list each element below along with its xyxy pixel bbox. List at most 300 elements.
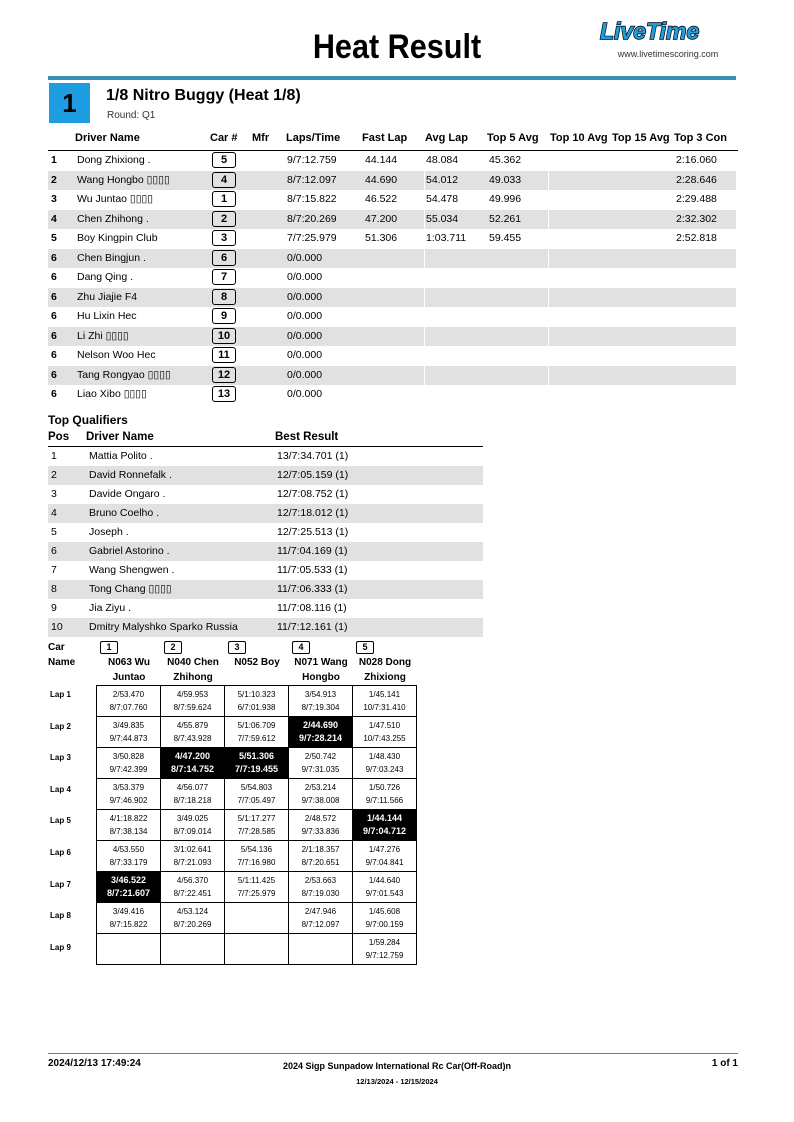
- qualifier-row: [48, 523, 483, 542]
- qualifier-cell-best: 11/7:05.533 (1): [277, 564, 348, 576]
- lap-row: [97, 903, 417, 934]
- lap-chart-driver-name: [161, 655, 225, 685]
- lap-cell: [225, 810, 289, 841]
- lap-label: Lap 2: [50, 721, 71, 731]
- car-number-box: 1: [212, 191, 236, 207]
- qualifier-row: [48, 561, 483, 580]
- lap-cell: [353, 810, 417, 841]
- lap-cell-position-time: 2/48.572: [304, 814, 337, 823]
- col-header-laps: Laps/Time: [286, 132, 341, 144]
- lap-cell-position-time: 1/44.640: [368, 876, 401, 885]
- lap-cell: [97, 810, 161, 841]
- lap-label: Lap 5: [50, 816, 71, 826]
- column-divider: [548, 307, 549, 326]
- results-cell-fast: 51.306: [365, 232, 398, 244]
- lap-chart-driver-name: [225, 655, 289, 670]
- results-cell-top5: 59.455: [489, 232, 522, 244]
- lap-cell: [97, 841, 161, 872]
- lap-cell-position-time: 4/1:18.822: [109, 814, 148, 823]
- lap-cell: [353, 934, 417, 965]
- results-cell-laps: 9/7:12.759: [287, 154, 337, 166]
- column-divider: [424, 268, 425, 287]
- results-cell-avg: 48.084: [426, 154, 459, 166]
- qualifier-cell-driver: Gabriel Astorino .: [89, 545, 170, 557]
- results-cell-fast: 44.144: [365, 154, 398, 166]
- results-cell-laps: 0/0.000: [287, 310, 323, 322]
- lap-label: Lap 9: [50, 942, 71, 952]
- lap-cell-total: 9/7:31.035: [301, 765, 340, 774]
- results-cell-driver: Boy Kingpin Club: [77, 232, 158, 244]
- lap-cell-position-time: 2/53.663: [304, 876, 337, 885]
- lap-cell-total: 9/7:38.008: [301, 796, 340, 805]
- lap-cell-total: 10/7:43.255: [363, 734, 406, 743]
- lap-cell: [225, 903, 289, 934]
- car-number-box: 8: [212, 289, 236, 305]
- lap-cell-position-time: 1/48.430: [368, 752, 401, 761]
- lap-row: [97, 934, 417, 965]
- lap-cell-total: 6/7:01.938: [237, 703, 276, 712]
- qualifier-cell-best: 12/7:18.012 (1): [277, 507, 349, 519]
- lap-cell-total: 9/7:11.566: [365, 796, 404, 805]
- results-cell-laps: 0/0.000: [287, 329, 323, 342]
- lap-cell-position-time: 3/49.416: [112, 907, 145, 916]
- qualifier-cell-pos: 5: [51, 526, 57, 538]
- lap-cell-position-time: 3/54.913: [304, 690, 337, 699]
- lap-cell-total: 8/7:43.928: [173, 734, 212, 743]
- qualifier-cell-best: 12/7:25.513 (1): [277, 526, 349, 538]
- qualifier-cell-best: 11/7:04.169 (1): [277, 545, 348, 557]
- page-title: Heat Result: [312, 28, 482, 66]
- lap-cell-position-time: 1/45.141: [368, 690, 401, 699]
- qualifier-cell-driver: David Ronnefalk .: [89, 469, 172, 481]
- qualifier-cell-best: 11/7:06.333 (1): [277, 583, 348, 595]
- lap-label: Lap 4: [50, 784, 71, 794]
- lap-row: [97, 779, 417, 810]
- lap-chart-name-line1: N063 Wu: [107, 657, 151, 668]
- lap-row: [97, 748, 417, 779]
- col-header-car: Car #: [210, 132, 238, 144]
- lap-chart-name-line2: Zhihong: [173, 672, 213, 683]
- col-header-top15: Top 15 Avg: [612, 132, 670, 144]
- results-cell-fast: 46.522: [365, 193, 398, 205]
- lap-cell-total: 9/7:33.836: [301, 827, 340, 836]
- lap-chart-grid: [96, 685, 417, 965]
- results-cell-driver: Chen Zhihong .: [77, 212, 149, 225]
- lap-cell-total: 9/7:46.902: [109, 796, 148, 805]
- lap-chart-car-box: 1: [100, 641, 118, 654]
- footer-event: 2024 Sigp Sunpadow International Rc Car(Off-Road)n: [282, 1061, 512, 1071]
- lap-cell-total: 9/7:12.759: [365, 951, 404, 960]
- footer-page: 1 of 1: [711, 1058, 738, 1069]
- lap-cell-position-time: 4/47.200: [174, 751, 211, 761]
- column-divider: [548, 190, 549, 209]
- qualifier-cell-driver: Wang Shengwen .: [89, 564, 175, 576]
- lap-cell-total: 8/7:18.218: [173, 796, 212, 805]
- qualifier-cell-pos: 7: [51, 564, 57, 576]
- results-row: [48, 210, 736, 229]
- qualifier-row: [48, 485, 483, 504]
- race-round: Round: Q1: [107, 110, 156, 121]
- lap-row: [97, 717, 417, 748]
- car-number-box: 12: [212, 367, 236, 383]
- qualifier-cell-pos: 8: [51, 583, 57, 595]
- car-number-box: 5: [212, 152, 236, 168]
- results-cell-top5: 49.996: [489, 193, 522, 205]
- lap-cell: [225, 934, 289, 965]
- qualifier-row: [48, 504, 483, 523]
- lap-label: Lap 1: [50, 690, 71, 699]
- lap-cell-position-time: 5/1:10.323: [237, 690, 276, 699]
- race-title: 1/8 Nitro Buggy (Heat 1/8): [106, 87, 301, 104]
- lap-cell-total: 8/7:07.760: [109, 703, 148, 712]
- results-cell-driver: Zhu Jiajie F4: [77, 290, 138, 303]
- lap-chart-car-box: 3: [228, 641, 246, 654]
- lap-cell-position-time: 4/56.370: [176, 876, 209, 885]
- lap-cell-position-time: 4/56.077: [176, 783, 209, 792]
- results-cell-avg: 1:03.711: [426, 232, 467, 244]
- column-divider: [548, 385, 549, 404]
- car-number-box: 2: [212, 211, 236, 227]
- qualifier-cell-best: 11/7:08.116 (1): [277, 602, 347, 614]
- results-cell-laps: 0/0.000: [287, 349, 323, 361]
- lap-cell: [353, 779, 417, 810]
- tq-header-pos: Pos: [48, 431, 70, 443]
- column-divider: [424, 288, 425, 307]
- lap-cell-total: 9/7:00.159: [365, 920, 404, 929]
- qualifier-row: [48, 599, 483, 618]
- results-cell-pos: 6: [51, 251, 57, 264]
- lap-cell-position-time: 2/50.742: [304, 752, 337, 761]
- lap-cell-total: 9/7:04.712: [362, 826, 407, 836]
- logo-url: www.livetimescoring.com: [617, 49, 719, 59]
- lap-cell-total: 8/7:21.093: [173, 858, 212, 867]
- lap-chart-name-line1: N071 Wang: [294, 657, 348, 668]
- lap-cell-position-time: 1/44.144: [366, 813, 403, 823]
- lap-cell-total: 7/7:16.980: [237, 858, 276, 867]
- lap-chart-driver-name: [289, 655, 353, 685]
- column-divider: [424, 385, 425, 404]
- results-cell-laps: 8/7:12.097: [287, 173, 337, 186]
- lap-cell: [225, 872, 289, 903]
- results-cell-top5: 49.033: [489, 173, 522, 186]
- qualifier-row: [48, 447, 483, 466]
- lap-cell-position-time: 3/49.025: [176, 814, 209, 823]
- lap-cell: [161, 779, 225, 810]
- column-divider: [424, 366, 425, 385]
- qualifier-row: [48, 542, 483, 561]
- results-row: [48, 366, 736, 385]
- lap-cell: [161, 841, 225, 872]
- heat-number-badge: 1: [49, 83, 90, 123]
- results-cell-driver: Dong Zhixiong .: [77, 154, 151, 166]
- column-divider: [548, 171, 549, 190]
- lap-cell-total: 10/7:31.410: [363, 703, 406, 712]
- lap-cell-position-time: 5/1:06.709: [237, 721, 276, 730]
- lap-cell: [161, 686, 225, 717]
- lap-cell: [97, 748, 161, 779]
- lap-cell-total: 9/7:03.243: [365, 765, 404, 774]
- results-row: [48, 327, 736, 346]
- qualifier-cell-pos: 4: [51, 507, 57, 519]
- results-cell-laps: 0/0.000: [287, 271, 323, 283]
- lap-cell-position-time: 3/49.835: [112, 721, 145, 730]
- lap-cell-position-time: 3/1:02.641: [173, 845, 212, 854]
- lap-cell: [289, 903, 353, 934]
- col-header-mfr: Mfr: [252, 132, 270, 144]
- results-cell-laps: 0/0.000: [287, 388, 323, 400]
- column-divider: [424, 171, 425, 190]
- results-cell-pos: 6: [51, 349, 57, 361]
- lap-cell-total: 8/7:38.134: [109, 827, 148, 836]
- tq-header-best: Best Result: [275, 431, 339, 443]
- column-divider: [424, 210, 425, 229]
- lap-cell-position-time: 3/53.379: [112, 783, 145, 792]
- results-cell-top3con: 2:52.818: [676, 232, 717, 244]
- results-row: [48, 229, 736, 248]
- lap-cell: [161, 810, 225, 841]
- results-cell-top3con: 2:29.488: [676, 193, 717, 205]
- lap-cell-total: 8/7:09.014: [173, 827, 212, 836]
- column-divider: [424, 249, 425, 268]
- results-cell-pos: 6: [51, 329, 57, 342]
- qualifier-cell-pos: 10: [51, 621, 63, 633]
- col-header-driver: Driver Name: [75, 132, 140, 144]
- results-row: [48, 346, 736, 365]
- results-cell-fast: 47.200: [365, 212, 398, 225]
- results-row: [48, 385, 736, 404]
- lap-cell-total: 7/7:25.979: [237, 889, 276, 898]
- column-divider: [424, 151, 425, 170]
- lap-cell-total: 7/7:28.585: [237, 827, 276, 836]
- lap-cell-total: 7/7:19.455: [234, 764, 279, 774]
- lap-cell-position-time: 4/53.124: [176, 907, 209, 916]
- column-divider: [424, 346, 425, 365]
- lap-cell: [289, 748, 353, 779]
- lap-cell-position-time: 4/59.953: [176, 690, 209, 699]
- lap-cell-total: 8/7:19.304: [301, 703, 340, 712]
- results-cell-driver: Wang Hongbo ▯▯▯▯: [77, 173, 170, 186]
- lap-label: Lap 8: [50, 911, 71, 921]
- col-header-fast-lap: Fast Lap: [362, 132, 408, 144]
- lap-cell-position-time: 5/51.306: [238, 751, 275, 761]
- results-cell-driver: Liao Xibo ▯▯▯▯: [77, 388, 147, 400]
- lap-cell-position-time: 2/44.690: [302, 720, 339, 730]
- top-qualifiers-title: Top Qualifiers: [48, 413, 128, 427]
- lap-chart-name-line1: N028 Dong: [358, 657, 412, 668]
- results-cell-laps: 0/0.000: [287, 251, 323, 264]
- results-row: [48, 190, 736, 209]
- results-cell-top5: 45.362: [489, 154, 522, 166]
- qualifier-cell-best: 11/7:12.161 (1): [277, 621, 348, 633]
- footer-rule: [48, 1053, 738, 1054]
- lap-cell: [97, 779, 161, 810]
- lap-row: [97, 841, 417, 872]
- col-header-top3con: Top 3 Con: [674, 132, 727, 144]
- lap-cell-total: 8/7:19.030: [301, 889, 340, 898]
- results-cell-pos: 6: [51, 271, 57, 283]
- column-divider: [548, 268, 549, 287]
- lap-cell: [353, 717, 417, 748]
- lap-cell: [97, 903, 161, 934]
- column-divider: [548, 288, 549, 307]
- lap-cell-total: 8/7:15.822: [109, 920, 148, 929]
- results-cell-pos: 4: [51, 212, 57, 225]
- footer-timestamp: 2024/12/13 17:49:24: [48, 1058, 141, 1069]
- lap-cell: [289, 934, 353, 965]
- lap-cell-position-time: 3/50.828: [112, 752, 145, 761]
- lap-cell: [289, 810, 353, 841]
- lap-cell-total: 8/7:20.651: [301, 858, 340, 867]
- results-cell-driver: Tang Rongyao ▯▯▯▯: [77, 368, 171, 381]
- lap-label: Lap 7: [50, 879, 71, 889]
- results-cell-top5: 52.261: [489, 212, 522, 225]
- results-cell-pos: 6: [51, 368, 57, 381]
- results-row: [48, 307, 736, 326]
- lap-cell-position-time: 2/1:18.357: [301, 845, 340, 854]
- qualifier-cell-best: 12/7:08.752 (1): [277, 488, 349, 500]
- lap-cell-position-time: 1/59.284: [368, 938, 401, 947]
- column-divider: [548, 249, 549, 268]
- lap-cell-position-time: 5/54.803: [240, 783, 273, 792]
- qualifier-cell-pos: 1: [51, 450, 57, 462]
- lap-cell-total: 8/7:20.269: [173, 920, 212, 929]
- lap-cell: [225, 748, 289, 779]
- lap-cell-total: 8/7:59.624: [173, 703, 212, 712]
- lap-chart-name-line1: N052 Boy: [234, 657, 280, 668]
- results-cell-pos: 6: [51, 310, 57, 322]
- qualifier-row: [48, 618, 483, 637]
- lap-cell: [161, 934, 225, 965]
- qualifier-row: [48, 466, 483, 485]
- results-cell-laps: 7/7:25.979: [287, 232, 337, 244]
- lap-cell: [353, 841, 417, 872]
- qualifier-cell-pos: 6: [51, 545, 57, 557]
- results-row: [48, 171, 736, 190]
- lap-chart-name-line1: N040 Chen: [167, 657, 219, 668]
- results-cell-top3con: 2:32.302: [676, 212, 717, 225]
- lap-cell: [225, 717, 289, 748]
- qualifier-cell-driver: Tong Chang ▯▯▯▯: [89, 583, 172, 595]
- lap-chart-car-box: 4: [292, 641, 310, 654]
- results-cell-driver: Li Zhi ▯▯▯▯: [77, 329, 129, 342]
- results-cell-pos: 2: [51, 173, 57, 186]
- car-number-box: 11: [212, 347, 236, 363]
- qualifier-cell-pos: 9: [51, 602, 57, 614]
- lap-cell: [353, 903, 417, 934]
- lap-cell: [289, 872, 353, 903]
- column-divider: [548, 346, 549, 365]
- column-divider: [548, 151, 549, 170]
- livetime-logo: [598, 18, 738, 44]
- lap-cell-total: 9/7:01.543: [365, 889, 404, 898]
- column-divider: [548, 210, 549, 229]
- car-number-box: 9: [212, 308, 236, 324]
- lap-cell-position-time: 5/54.136: [240, 845, 273, 854]
- lap-cell: [353, 872, 417, 903]
- lap-cell: [161, 872, 225, 903]
- lap-cell-position-time: 4/55.879: [176, 721, 209, 730]
- column-divider: [424, 307, 425, 326]
- lap-cell: [289, 779, 353, 810]
- qualifier-cell-driver: Jia Ziyu .: [89, 602, 132, 614]
- results-cell-top3con: 2:16.060: [676, 154, 717, 166]
- lap-cell-position-time: 2/53.214: [304, 783, 337, 792]
- results-cell-laps: 0/0.000: [287, 290, 323, 303]
- qualifier-cell-best: 13/7:34.701 (1): [277, 450, 349, 462]
- results-cell-avg: 54.478: [426, 193, 459, 205]
- tq-header-driver: Driver Name: [86, 431, 154, 443]
- lap-cell-total: 9/7:42.399: [109, 765, 148, 774]
- col-header-top10: Top 10 Avg: [550, 132, 608, 144]
- qualifier-cell-pos: 3: [51, 488, 57, 500]
- column-divider: [548, 229, 549, 248]
- results-cell-pos: 5: [51, 232, 57, 244]
- lap-cell-total: 9/7:28.214: [298, 733, 343, 743]
- column-divider: [548, 327, 549, 346]
- column-divider: [424, 190, 425, 209]
- column-divider: [424, 229, 425, 248]
- results-cell-pos: 6: [51, 388, 57, 400]
- results-cell-fast: 44.690: [365, 173, 398, 186]
- qualifier-cell-driver: Dmitry Malyshko Sparko Russia: [89, 621, 238, 633]
- results-cell-pos: 3: [51, 193, 57, 205]
- lap-cell-position-time: 1/47.276: [368, 845, 401, 854]
- car-number-box: 13: [212, 386, 236, 402]
- lap-cell-position-time: 2/53.470: [112, 690, 145, 699]
- lap-cell-position-time: 3/46.522: [110, 875, 147, 885]
- lap-chart-name-line2: Juntao: [112, 672, 146, 683]
- lap-cell: [161, 748, 225, 779]
- lap-cell-total: 8/7:22.451: [173, 889, 212, 898]
- results-cell-driver: Hu Lixin Hec: [77, 310, 137, 322]
- lap-cell-total: 8/7:21.607: [106, 888, 151, 898]
- results-cell-avg: 55.034: [426, 212, 459, 225]
- results-row: [48, 288, 736, 307]
- lap-cell: [289, 717, 353, 748]
- results-row: [48, 268, 736, 287]
- results-cell-top3con: 2:28.646: [676, 173, 717, 186]
- lap-cell-position-time: 4/53.550: [112, 845, 145, 854]
- car-number-box: 10: [212, 328, 236, 344]
- lap-chart-car-box: 5: [356, 641, 374, 654]
- col-header-top5: Top 5 Avg: [487, 132, 539, 144]
- column-divider: [548, 366, 549, 385]
- results-cell-laps: 0/0.000: [287, 368, 323, 381]
- lap-row: [97, 686, 417, 717]
- lap-cell-total: 7/7:59.612: [237, 734, 276, 743]
- lap-cell: [161, 903, 225, 934]
- column-divider: [424, 327, 425, 346]
- lap-row: [97, 872, 417, 903]
- results-cell-laps: 8/7:15.822: [287, 193, 337, 205]
- lap-cell: [225, 779, 289, 810]
- lap-cell: [225, 686, 289, 717]
- lap-cell: [97, 686, 161, 717]
- lap-cell-position-time: 1/47.510: [368, 721, 401, 730]
- car-number-box: 3: [212, 230, 236, 246]
- results-cell-driver: Nelson Woo Hec: [77, 349, 156, 361]
- lap-chart-car-label: Car: [48, 642, 65, 653]
- lap-cell: [161, 717, 225, 748]
- results-row: [48, 151, 736, 170]
- svg-text:LiveTime: LiveTime: [600, 18, 700, 44]
- lap-chart-name-label: Name: [48, 657, 76, 668]
- lap-cell: [353, 748, 417, 779]
- lap-cell-total: 8/7:14.752: [170, 764, 215, 774]
- results-cell-laps: 8/7:20.269: [287, 212, 337, 225]
- lap-cell-position-time: 1/50.726: [368, 783, 401, 792]
- lap-chart-car-box: 2: [164, 641, 182, 654]
